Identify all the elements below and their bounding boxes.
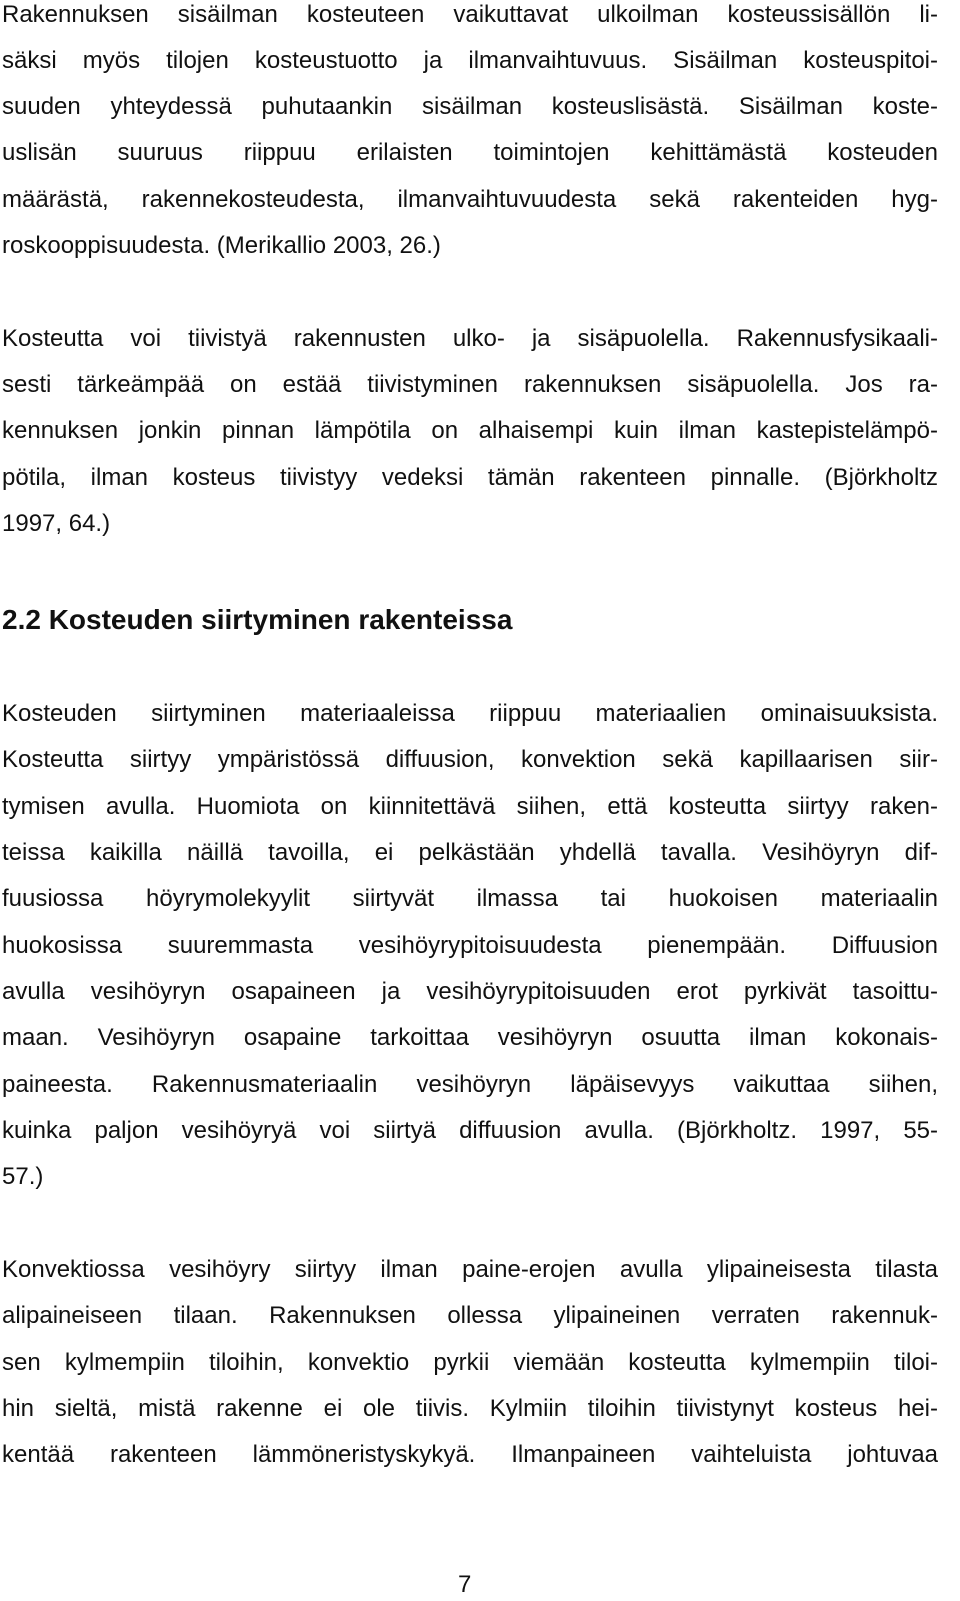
text-line: Kosteuden siirtyminen materiaaleissa riippuu materiaalien ominaisuuksista.: [2, 700, 938, 727]
text-line: roskooppisuudesta. (Merikallio 2003, 26.): [2, 232, 441, 259]
text-line: määrästä, rakennekosteudesta, ilmanvaihtuvuudesta sekä rakenteiden hyg-: [2, 186, 938, 213]
text-line: kuinka paljon vesihöyryä voi siirtyä diffuusion avulla. (Björkholtz. 1997, 55-: [2, 1117, 938, 1144]
text-line: alipaineiseen tilaan. Rakennuksen ollessa ylipaineinen verraten rakennuk-: [2, 1302, 938, 1329]
text-line: kennuksen jonkin pinnan lämpötila on alhaisempi kuin ilman kastepistelämpö-: [2, 417, 938, 444]
text-line: 1997, 64.): [2, 510, 111, 537]
text-line: huokosissa suuremmasta vesihöyrypitoisuudesta pienempään. Diffuusion: [2, 932, 938, 959]
text-line: sesti tärkeämpää on estää tiivistyminen rakennuksen sisäpuolella. Jos ra-: [2, 371, 938, 398]
text-line: pötila, ilman kosteus tiivistyy vedeksi tämän rakenteen pinnalle. (Björkholtz: [2, 464, 938, 491]
text-line: 57.): [2, 1163, 44, 1190]
text-line: maan. Vesihöyryn osapaine tarkoittaa vesihöyryn osuutta ilman kokonais-: [2, 1024, 938, 1051]
text-line: kentää rakenteen lämmöneristyskykyä. Ilmanpaineen vaihteluista johtuvaa: [2, 1441, 938, 1468]
text-line: tymisen avulla. Huomiota on kiinnitettävä siihen, että kosteutta siirtyy raken-: [2, 793, 938, 820]
text-line: teissa kaikilla näillä tavoilla, ei pelkästään yhdellä tavalla. Vesihöyryn dif-: [2, 839, 938, 866]
text-line: suuden yhteydessä puhutaankin sisäilman kosteuslisästä. Sisäilman koste-: [2, 93, 938, 120]
text-line: uslisän suuruus riippuu erilaisten toimintojen kehittämästä kosteuden: [2, 139, 938, 166]
text-line: sen kylmempiin tiloihin, konvektio pyrkii viemään kosteutta kylmempiin tiloi-: [2, 1349, 938, 1376]
text-line: Rakennuksen sisäilman kosteuteen vaikuttavat ulkoilman kosteussisällön li-: [2, 1, 938, 28]
text-line: hin sieltä, mistä rakenne ei ole tiivis. Kylmiin tiloihin tiivistynyt kosteus hei-: [2, 1395, 938, 1422]
text-line: paineesta. Rakennusmateriaalin vesihöyryn läpäisevyys vaikuttaa siihen,: [2, 1071, 938, 1098]
text-line: Kosteutta siirtyy ympäristössä diffuusion, konvektion sekä kapillaarisen siir-: [2, 746, 938, 773]
text-line: avulla vesihöyryn osapaineen ja vesihöyrypitoisuuden erot pyrkivät tasoittu-: [2, 978, 938, 1005]
page-number: 7: [458, 1571, 472, 1598]
text-line: Konvektiossa vesihöyry siirtyy ilman paine-erojen avulla ylipaineisesta tilasta: [2, 1256, 938, 1283]
section-heading: 2.2 Kosteuden siirtyminen rakenteissa: [2, 604, 513, 635]
text-line: fuusiossa höyrymolekyylit siirtyvät ilmassa tai huokoisen materiaalin: [2, 885, 938, 912]
text-line: säksi myös tilojen kosteustuotto ja ilmanvaihtuvuus. Sisäilman kosteuspitoi-: [2, 47, 938, 74]
text-line: Kosteutta voi tiivistyä rakennusten ulko- ja sisäpuolella. Rakennusfysikaali-: [2, 325, 938, 352]
